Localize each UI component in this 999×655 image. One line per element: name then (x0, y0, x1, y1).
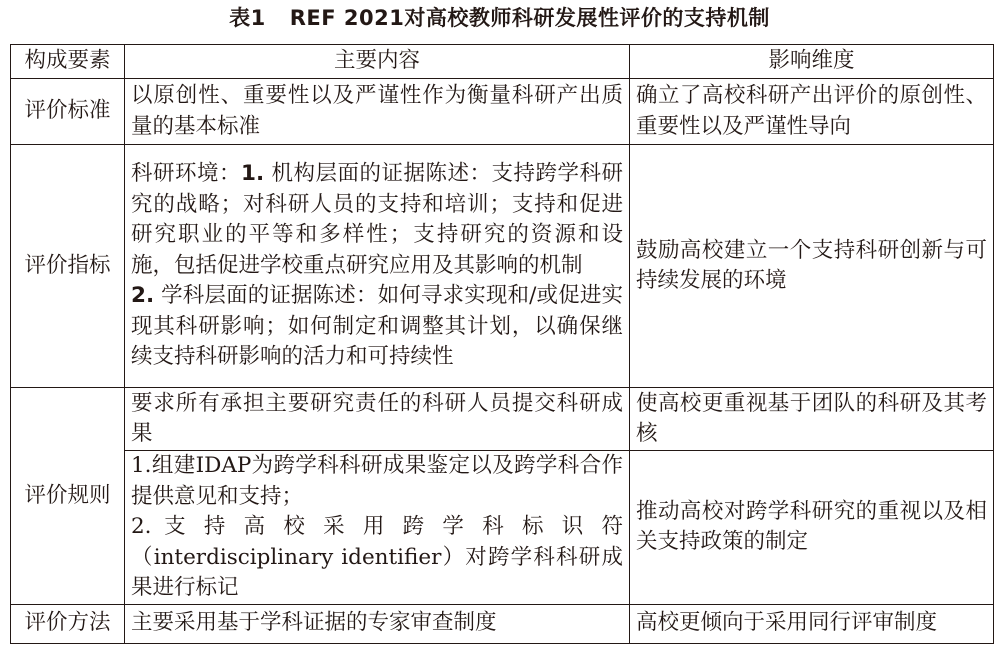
rules-item-2b: （interdisciplinary identifier）对跨学科科研成果进行标记 (131, 544, 623, 600)
indicator-part-2: 学科层面的证据陈述：如何寻求实现和/或促进实现其科研影响；如何制定和调整其计划，以确保继续支持科研影响的活力和可持续性 (131, 283, 623, 370)
row-rules-1 (11, 388, 994, 451)
content-rules-2 (125, 451, 630, 605)
impact-standard: 确立了高校科研产出评价的原创性、重要性以及严谨性导向 (630, 79, 994, 145)
header-row (11, 45, 994, 79)
impact-indicators: 鼓励高校建立一个支持科研创新与可持续发展的环境 (630, 145, 994, 388)
element-rules: 评价规则 (11, 388, 125, 605)
rules-item-1: 1.组建IDAP为跨学科科研成果鉴定以及跨学科合作提供意见和支持； (131, 453, 623, 509)
row-rules-2 (11, 451, 994, 605)
indicator-num-1: 1. (241, 161, 265, 187)
impact-methods: 高校更倾向于采用同行评审制度 (630, 604, 994, 643)
element-indicators: 评价指标 (11, 145, 125, 388)
indicator-prefix: 科研环境： (131, 161, 242, 187)
header-content: 主要内容 (125, 45, 630, 79)
element-standard: 评价标准 (11, 79, 125, 145)
rules-item-2a: 2. 支 持 高 校 采 用 跨 学 科 标 识 符 (131, 514, 623, 539)
row-indicators (11, 145, 994, 388)
impact-rules-1: 使高校更重视基于团队的科研及其考核 (630, 388, 994, 451)
indicator-num-2: 2. (131, 283, 155, 309)
indicator-part-1: 机构层面的证据陈述：支持跨学科研究的战略；对科研人员的支持和培训；支持和促进研究职业的平等和多样性；支持研究的资源和设施，包括促进学校重点研究应用及其影响的机制 (131, 161, 623, 278)
table-number: 表1 (229, 6, 266, 30)
ref-support-table (10, 44, 994, 644)
table-caption (0, 4, 999, 32)
content-rules-1: 要求所有承担主要研究责任的科研人员提交科研成果 (125, 388, 630, 451)
row-standard (11, 79, 994, 145)
content-methods: 主要采用基于学科证据的专家审查制度 (125, 604, 630, 643)
row-methods (11, 604, 994, 643)
table-title: REF 2021对高校教师科研发展性评价的支持机制 (289, 6, 770, 30)
header-element: 构成要素 (11, 45, 125, 79)
header-impact: 影响维度 (630, 45, 994, 79)
content-standard: 以原创性、重要性以及严谨性作为衡量科研产出质量的基本标准 (125, 79, 630, 145)
impact-rules-2: 推动高校对跨学科研究的重视以及相关支持政策的制定 (630, 451, 994, 605)
content-indicators (125, 145, 630, 388)
element-methods: 评价方法 (11, 604, 125, 643)
